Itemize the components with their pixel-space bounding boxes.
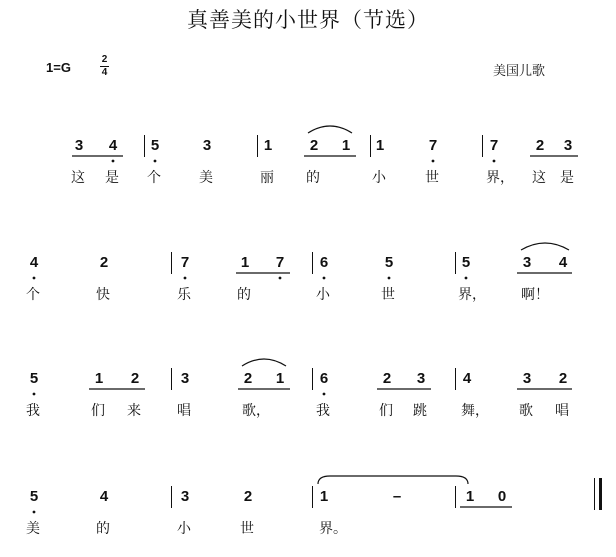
note: 7 (428, 137, 438, 154)
lyric: 这 (532, 170, 546, 186)
note: 1 (341, 137, 351, 154)
lyric: 乐 (177, 287, 191, 303)
note: – (392, 488, 402, 505)
note: 2 (243, 370, 253, 387)
note: 0 (497, 488, 507, 505)
note: 4 (462, 370, 472, 387)
octave-dot (493, 160, 496, 163)
note: 2 (535, 137, 545, 154)
lyric: 世 (425, 170, 439, 186)
note: 1 (465, 488, 475, 505)
octave-dot (279, 277, 282, 280)
note: 4 (29, 254, 39, 271)
octave-dot (465, 277, 468, 280)
lyric: 舞， (461, 403, 489, 419)
note: 3 (416, 370, 426, 387)
lyric: 们 (379, 403, 393, 419)
note: 1 (319, 488, 329, 505)
lyric: 这 (71, 170, 85, 186)
meter-bottom: 4 (101, 67, 108, 78)
note: 4 (558, 254, 568, 271)
octave-dot (323, 277, 326, 280)
note: 4 (99, 488, 109, 505)
lyric: 界， (458, 287, 486, 303)
lyric: 小 (372, 170, 386, 186)
lyric: 快 (96, 287, 110, 303)
note: 3 (74, 137, 84, 154)
note: 4 (108, 137, 118, 154)
lyric: 啊！ (521, 287, 549, 303)
meter-top: 2 (101, 54, 108, 65)
page-title: 真善美的小世界（节选） (187, 8, 429, 32)
note: 6 (319, 370, 329, 387)
lyric: 美 (199, 170, 213, 186)
note: 3 (180, 370, 190, 387)
octave-dot (184, 277, 187, 280)
note: 2 (130, 370, 140, 387)
note: 2 (558, 370, 568, 387)
note: 2 (309, 137, 319, 154)
octave-dot (112, 160, 115, 163)
note: 3 (522, 370, 532, 387)
octave-dot (432, 160, 435, 163)
lyric: 唱 (177, 403, 191, 419)
octave-dot (154, 160, 157, 163)
octave-dot (388, 277, 391, 280)
note: 1 (263, 137, 273, 154)
note: 3 (202, 137, 212, 154)
slur (242, 359, 286, 366)
lyric: 的 (96, 521, 110, 537)
note: 1 (275, 370, 285, 387)
note: 1 (240, 254, 250, 271)
note: 7 (489, 137, 499, 154)
note: 3 (522, 254, 532, 271)
lyric: 是 (105, 170, 119, 186)
note: 2 (382, 370, 392, 387)
slur (308, 126, 352, 133)
lyric: 来 (127, 403, 141, 419)
lyric: 我 (26, 403, 40, 419)
note: 2 (99, 254, 109, 271)
lyric: 是 (560, 170, 574, 186)
lyric: 世 (381, 287, 395, 303)
lyric: 丽 (260, 170, 274, 186)
lyric: 美 (26, 521, 40, 537)
lyric: 个 (147, 170, 161, 186)
lyric: 歌， (242, 403, 270, 419)
note: 5 (150, 137, 160, 154)
octave-dot (323, 393, 326, 396)
note: 2 (243, 488, 253, 505)
note: 1 (94, 370, 104, 387)
lyric: 个 (26, 287, 40, 303)
key-signature: 1=G (46, 60, 71, 75)
octave-dot (33, 277, 36, 280)
slur (521, 243, 569, 250)
note: 5 (384, 254, 394, 271)
octave-dot (33, 393, 36, 396)
song-origin: 美国儿歌 (493, 64, 546, 79)
lyric: 界， (486, 170, 514, 186)
lyric: 我 (316, 403, 330, 419)
note: 3 (563, 137, 573, 154)
lyric: 们 (91, 403, 105, 419)
lyric: 的 (306, 170, 320, 186)
lyric: 的 (237, 287, 251, 303)
lyric: 唱 (555, 403, 569, 419)
note: 7 (180, 254, 190, 271)
lyric: 世 (240, 521, 254, 537)
slur (318, 476, 468, 484)
lyric: 小 (177, 521, 191, 537)
note: 6 (319, 254, 329, 271)
lyric: 界。 (319, 521, 347, 537)
lyric: 小 (316, 287, 330, 303)
note: 1 (375, 137, 385, 154)
lyric: 跳 (413, 403, 427, 419)
octave-dot (33, 511, 36, 514)
note: 5 (29, 370, 39, 387)
note: 5 (29, 488, 39, 505)
note: 7 (275, 254, 285, 271)
note: 5 (461, 254, 471, 271)
lyric: 歌 (519, 403, 533, 419)
note: 3 (180, 488, 190, 505)
